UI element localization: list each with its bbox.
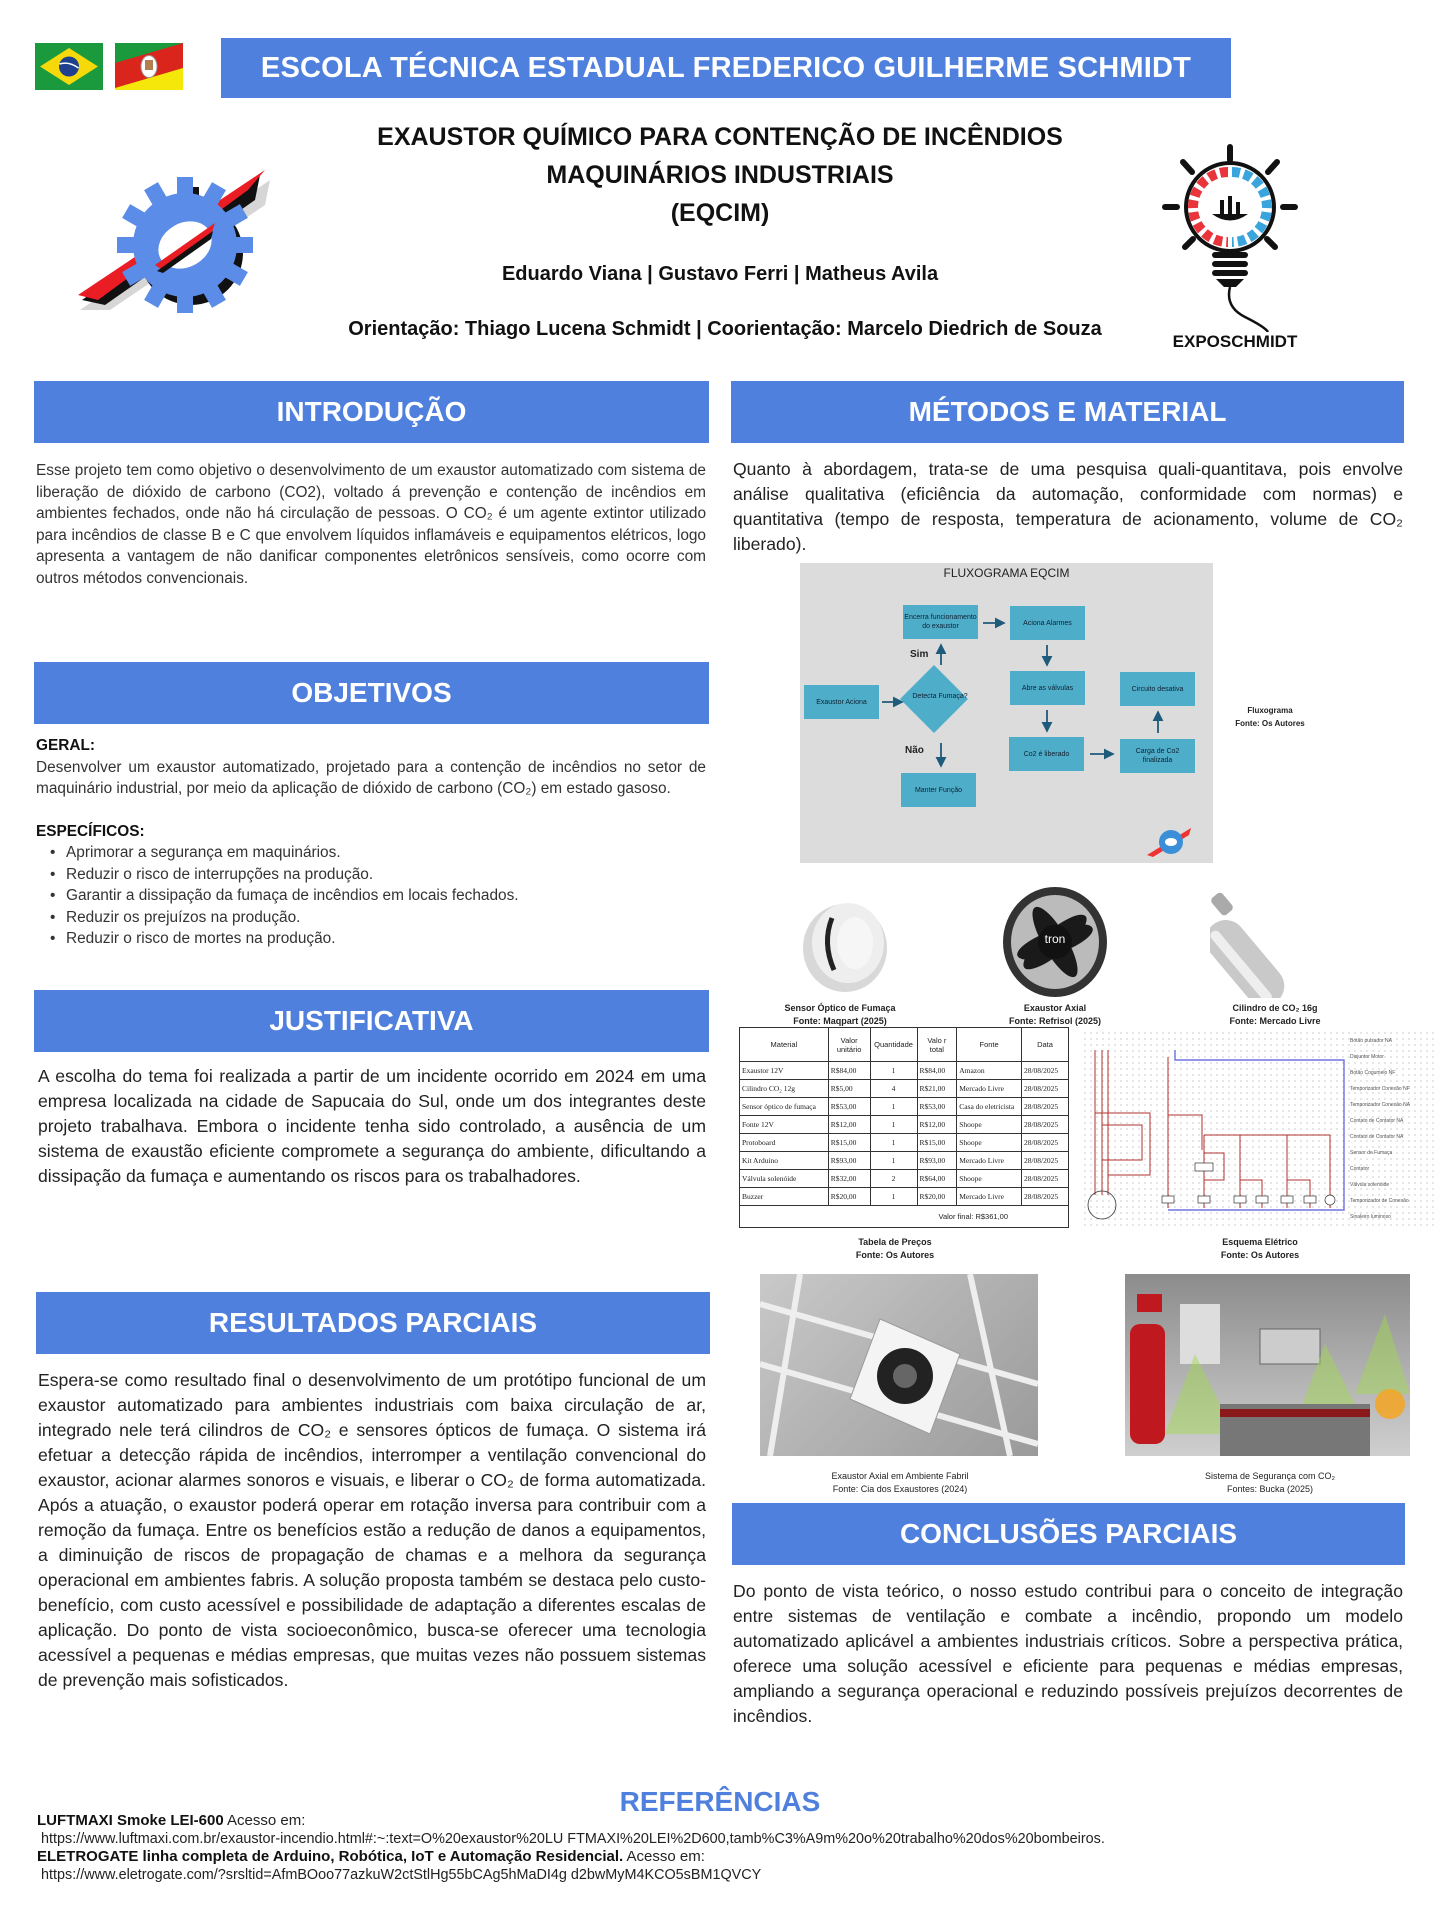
reference-item [37, 1848, 1407, 1866]
caption-line: Fonte: Cia dos Exaustores (2024) [832, 1484, 968, 1494]
reference-item [37, 1812, 1407, 1830]
caption-line: Fluxograma [1247, 706, 1293, 715]
section-heading-conclusoes: CONCLUSÕES PARCIAIS [732, 1503, 1405, 1565]
caption-line: Exaustor Axial em Ambiente Fabril [831, 1471, 969, 1481]
table-row [740, 1152, 1069, 1170]
table-cell: 28/08/2025 [1021, 1080, 1068, 1098]
flowchart-school-logo [1145, 825, 1195, 857]
section-heading-justificativa: JUSTIFICATIVA [34, 990, 709, 1052]
co2-safety-system-photo [1125, 1274, 1410, 1456]
flow-node-start: Exaustor Aciona [804, 685, 879, 719]
list-item: • Reduzir o risco de mortes na produção. [36, 928, 706, 950]
rio-grande-do-sul-flag-icon [115, 43, 183, 90]
legend-item: Botão pulsador NA [1350, 1038, 1392, 1044]
schematic-caption [1195, 1236, 1325, 1262]
title-line-3: (EQCIM) [670, 199, 770, 227]
table-row [740, 1080, 1069, 1098]
table-cell: Válvula solenóide [740, 1170, 829, 1188]
legend-item: Temporizador de Conexão [1350, 1198, 1409, 1204]
table-cell: 4 [870, 1080, 917, 1098]
caption-line: Sensor Óptico de Fumaça [784, 1003, 896, 1013]
justificativa-text: A escolha do tema foi realizada a partir de um incidente ocorrido em 2024 em uma empresa localizada na cidade de Sapucaia do Sul, onde um dos integrantes deste projeto trabalhava. Embora o incidente tenha sido controlado, a ausência de um sistema de exaustão eficiente compromete a segurança do ambiente, dificultando a dissipação da fumaça e aumentando os riscos para os trabalhadores. [38, 1066, 706, 1186]
conclusoes-text: Do ponto de vista teórico, o nosso estudo contribui para o conceito de integração entre sistemas de ventilação e combate a incêndio, propondo um modelo automatizado aplicável a ambientes industriais críticos. Sobre a perspectiva prática, oferece uma solução acessível e eficiente para pequenas e médias empresas, ampliando a segurança operacional e reduzindo possíveis prejuízos decorrentes de incêndios. [733, 1581, 1403, 1726]
exposchmidt-logo [1150, 132, 1320, 362]
caption-line: Fontes: Bucka (2025) [1226, 1484, 1314, 1494]
smoke-sensor-photo [790, 888, 900, 998]
table-total-row [740, 1206, 1069, 1228]
table-cell: 1 [870, 1188, 917, 1206]
objetivos-geral-label: GERAL: [36, 737, 95, 754]
table-cell: Exaustor 12V [740, 1062, 829, 1080]
column-header: Valo r total [917, 1028, 957, 1062]
legend-item: Disjuntor Motor [1350, 1054, 1384, 1060]
section-heading-metodos: MÉTODOS E MATERIAL [731, 381, 1404, 443]
table-cell: Shoope [957, 1170, 1022, 1188]
reference-title: ELETROGATE linha completa de Arduino, Robótica, IoT e Automação Residencial. [37, 1848, 624, 1865]
reference-title: LUFTMAXI Smoke LEI-600 [37, 1812, 224, 1829]
table-cell: 1 [870, 1062, 917, 1080]
section-heading-resultados: RESULTADOS PARCIAIS [36, 1292, 710, 1354]
table-row [740, 1116, 1069, 1134]
co2-cylinder-caption [1205, 1002, 1345, 1028]
flow-node-valves: Abre as válvulas [1010, 671, 1085, 705]
table-row [740, 1098, 1069, 1116]
references-heading: REFERÊNCIAS [619, 1786, 821, 1817]
flow-node-circuit-off: Circuito desativa [1120, 672, 1195, 706]
legend-item: Temporizador Conexão NA [1350, 1102, 1411, 1108]
caption-line: Cilindro de CO₂ 16g [1232, 1003, 1318, 1013]
table-cell: R$21,00 [917, 1080, 957, 1098]
flow-node-charge-done: Carga de Co2 finalizada [1120, 739, 1195, 773]
list-item: • Reduzir o risco de interrupções na produção. [36, 864, 706, 886]
schematic-wiring [1082, 1030, 1347, 1230]
column-header: Quantidade [870, 1028, 917, 1062]
table-header-row [740, 1028, 1069, 1062]
table-cell: R$15,00 [917, 1134, 957, 1152]
table-cell: 28/08/2025 [1021, 1152, 1068, 1170]
price-table-wrapper [739, 1027, 1069, 1228]
table-cell: Mercado Livre [957, 1188, 1022, 1206]
table-cell: 28/08/2025 [1021, 1098, 1068, 1116]
caption-line: Fonte: Refrisol (2025) [1008, 1016, 1102, 1026]
table-cell: 1 [870, 1116, 917, 1134]
table-cell: R$53,00 [917, 1098, 957, 1116]
table-cell: Shoope [957, 1134, 1022, 1152]
table-cell: R$84,00 [917, 1062, 957, 1080]
table-cell: Protoboard [740, 1134, 829, 1152]
table-cell: R$5,00 [828, 1080, 870, 1098]
table-cell: R$20,00 [917, 1188, 957, 1206]
table-cell: R$53,00 [828, 1098, 870, 1116]
co2-cylinder-photo [1210, 888, 1340, 998]
co2-safety-system-caption [1170, 1470, 1370, 1496]
table-cell: Mercado Livre [957, 1080, 1022, 1098]
exhaust-factory-photo [760, 1274, 1038, 1456]
table-cell: Shoope [957, 1116, 1022, 1134]
column-header: Data [1021, 1028, 1068, 1062]
objetivos-especificos-label: ESPECÍFICOS: [36, 822, 145, 840]
legend-item: Sensor de Fumaça [1350, 1150, 1393, 1156]
table-cell: R$32,00 [828, 1170, 870, 1188]
flowchart-title: FLUXOGRAMA EQCIM [943, 566, 1070, 580]
table-cell: R$15,00 [828, 1134, 870, 1152]
table-cell: R$84,00 [828, 1062, 870, 1080]
reference-access: Acesso em: [626, 1848, 705, 1865]
section-heading-introducao: INTRODUÇÃO [34, 381, 709, 443]
flow-no-label: Não [905, 745, 924, 756]
price-table [739, 1027, 1069, 1228]
price-table-caption [830, 1236, 960, 1262]
table-cell: R$93,00 [828, 1152, 870, 1170]
caption-line: Fonte: Os Autores [1220, 1250, 1300, 1260]
reference-url[interactable]: https://www.eletrogate.com/?srsltid=AfmBOoo77azkuW2ctStlHg55bCAg5hMaDI4g d2bwMyM4KCO5sBM1QVCY [41, 1867, 762, 1883]
table-cell: 1 [870, 1152, 917, 1170]
legend-item: Temporizador Conexão NF [1350, 1086, 1410, 1092]
school-name-banner: ESCOLA TÉCNICA ESTADUAL FREDERICO GUILHERME SCHMIDT [221, 38, 1231, 98]
flowchart-caption [1215, 704, 1325, 730]
metodos-text: Quanto à abordagem, trata-se de uma pesquisa quali-quantitava, pois envolve análise qualitativa (eficiência da automação, conformidade com normas) e quantitativa (tempo de resposta, temperatura de acionamento, volume de CO₂ liberado). [733, 459, 1403, 554]
school-gear-logo [70, 160, 290, 320]
smoke-sensor-caption [770, 1002, 910, 1028]
table-cell: R$12,00 [828, 1116, 870, 1134]
caption-line: Fonte: Mercado Livre [1229, 1016, 1321, 1026]
title-line-1: EXAUSTOR QUÍMICO PARA CONTENÇÃO DE INCÊNDIOS [377, 123, 1063, 151]
table-cell: 28/08/2025 [1021, 1116, 1068, 1134]
caption-line: Fonte: Os Autores [855, 1250, 935, 1260]
fan-brand-text: tron [1044, 932, 1066, 946]
title-line-2: MAQUINÁRIOS INDUSTRIAIS [546, 161, 894, 189]
flow-arrows [800, 563, 1213, 863]
legend-item: Botão Cogumelo NF [1350, 1070, 1396, 1076]
column-header: Valor unitário [828, 1028, 870, 1062]
caption-line: Esquema Elétrico [1222, 1237, 1298, 1247]
table-cell: R$64,00 [917, 1170, 957, 1188]
advisors: Orientação: Thiago Lucena Schmidt | Coorientação: Marcelo Diedrich de Souza [348, 318, 1102, 340]
table-cell: R$93,00 [917, 1152, 957, 1170]
table-cell: R$12,00 [917, 1116, 957, 1134]
flow-node-alarms: Aciona Alarmes [1010, 606, 1085, 640]
flow-yes-label: Sim [910, 649, 929, 660]
caption-line: Fonte: Maqpart (2025) [793, 1016, 887, 1026]
list-item: • Reduzir os prejuízos na produção. [36, 907, 706, 929]
table-cell: 28/08/2025 [1021, 1188, 1068, 1206]
flow-node-stop-exhaust: Encerra funcionamento do exaustor [903, 605, 978, 639]
flow-node-decision: Detecta Fumaça? [912, 693, 968, 700]
legend-item: Contato de Contator NA [1350, 1134, 1404, 1140]
table-cell: Cilindro CO₂ 12g [740, 1080, 829, 1098]
caption-line: Exaustor Axial [1023, 1003, 1087, 1013]
table-cell: Kit Arduino [740, 1152, 829, 1170]
caption-line: Tabela de Preços [858, 1237, 932, 1247]
table-cell: Buzzer [740, 1188, 829, 1206]
table-total: Valor final: R$361,00 [740, 1206, 1069, 1228]
axial-exhaust-caption [985, 1002, 1125, 1028]
list-item: • Aprimorar a segurança em maquinários. [36, 842, 706, 864]
electrical-schematic [1082, 1030, 1437, 1230]
objetivos-geral-text: Desenvolver um exaustor automatizado, projetado para a contenção de incêndios no setor de maquinário industrial, por meio da aplicação de dióxido de carbono (CO₂) em estado gasoso. [36, 758, 706, 797]
objetivos-content [36, 735, 706, 950]
legend-item: Válvula solenóide [1350, 1182, 1390, 1188]
references-list [37, 1812, 1407, 1884]
table-row [740, 1134, 1069, 1152]
schematic-legend [1350, 1033, 1436, 1225]
flowchart [800, 563, 1213, 863]
column-header: Material [740, 1028, 829, 1062]
legend-item: Contator [1350, 1166, 1370, 1172]
table-row [740, 1188, 1069, 1206]
resultados-text: Espera-se como resultado final o desenvolvimento de um protótipo funcional de um exaustor automatizado para ambientes industriais com baixa circulação de ar, integrado nele terá cilindros de CO₂ e sensores ópticos de fumaça. O sistema irá efetuar a detecção rápida de incêndios, interromper a ventilação convencional do exaustor, acionar alarmes sonoros e visuais, e liberar o CO₂ de forma automatizada. Após a atuação, o exaustor poderá operar em rotação inversa para contribuir com a remoção da fumaça. Entre os benefícios estão a redução de danos a equipamentos, a diminuição de riscos de propagação de chamas e a melhora da segurança operacional em ambientes fabris. A solução proposta também se destaca pelo custo-benefício, com custo acessível e possibilidade de adaptação a diferentes escalas de aplicação. Do ponto de vista socioeconômico, busca-se oferecer uma tecnologia acessível a pequenas e médias empresas, que muitas vezes não possuem sistemas de prevenção mais sofisticados. [38, 1370, 706, 1690]
table-cell: 28/08/2025 [1021, 1134, 1068, 1152]
column-header: Fonte [957, 1028, 1022, 1062]
table-cell: Mercado Livre [957, 1152, 1022, 1170]
legend-item: Sinaleiro luminoso [1350, 1214, 1391, 1220]
especificos-list [36, 842, 706, 950]
brazil-flag-icon [35, 43, 103, 90]
caption-line: Fonte: Os Autores [1235, 719, 1305, 728]
axial-exhaust-photo [1000, 885, 1110, 1000]
price-table-body [740, 1062, 1069, 1206]
exhaust-factory-caption [800, 1470, 1000, 1496]
flow-node-co2: Co2 é liberado [1009, 737, 1084, 771]
table-row [740, 1062, 1069, 1080]
list-item: • Garantir a dissipação da fumaça de incêndios em locais fechados. [36, 885, 706, 907]
legend-item: Contato de Contator NA [1350, 1118, 1404, 1124]
table-cell: 2 [870, 1170, 917, 1188]
caption-line: Sistema de Segurança com CO₂ [1204, 1471, 1336, 1481]
table-cell: 28/08/2025 [1021, 1062, 1068, 1080]
reference-url[interactable]: https://www.luftmaxi.com.br/exaustor-incendio.html#:~:text=O%20exaustor%20LU FTMAXI%20LEI%2D600,tamb%C3%A9m%20o%20trabalho%20dos%20bombeiros. [41, 1831, 1105, 1847]
table-row [740, 1170, 1069, 1188]
table-cell: Fonte 12V [740, 1116, 829, 1134]
table-cell: Sensor óptico de fumaça [740, 1098, 829, 1116]
table-cell: 1 [870, 1098, 917, 1116]
exposchmidt-logo-text: EXPOSCHMIDT [1172, 332, 1298, 351]
table-cell: Casa do eletricista [957, 1098, 1022, 1116]
table-cell: 28/08/2025 [1021, 1170, 1068, 1188]
introducao-text: Esse projeto tem como objetivo o desenvolvimento de um exaustor automatizado com sistema de liberação de dióxido de carbono (CO2), voltado á prevenção e contenção de incêndios em ambientes fechados, onde não há circulação de pessoas. O CO₂ é um agente extintor utilizado para incêndios de classe B e C que envolvem líquidos inflamáveis e equipamentos elétricos, logo apresenta a vantagem de não danificar componentes eletrônicos sensíveis, como ocorre com outros métodos convencionais. [36, 462, 706, 587]
table-cell: R$20,00 [828, 1188, 870, 1206]
flow-node-keep: Manter Função [901, 773, 976, 807]
table-cell: Amazon [957, 1062, 1022, 1080]
section-heading-objetivos: OBJETIVOS [34, 662, 709, 724]
poster-title [300, 118, 1140, 232]
reference-access: Acesso em: [227, 1812, 306, 1829]
authors: Eduardo Viana | Gustavo Ferri | Matheus Avila [501, 263, 939, 285]
table-cell: 1 [870, 1134, 917, 1152]
